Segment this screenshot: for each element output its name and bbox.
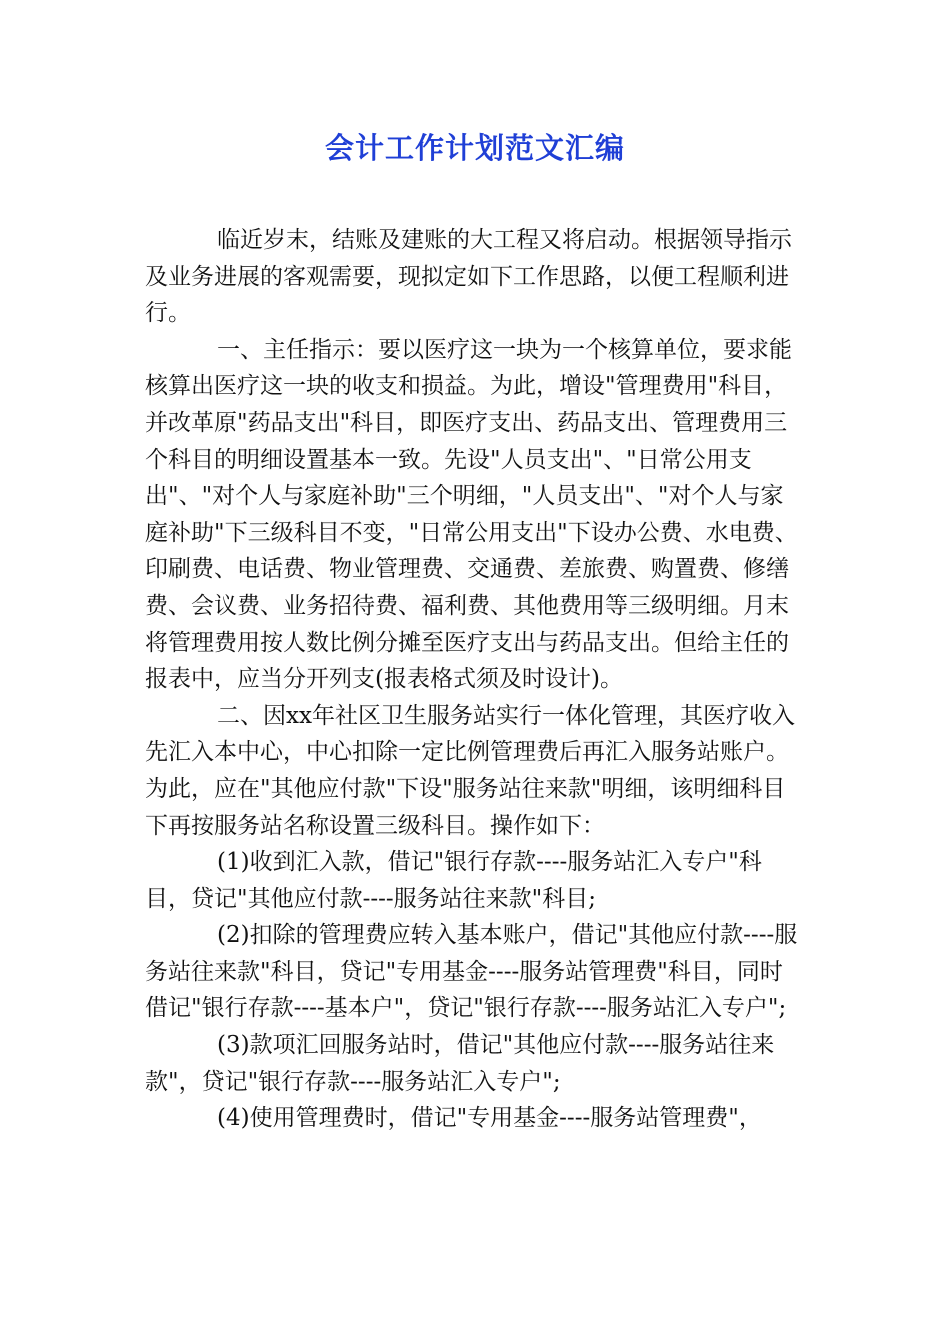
document-body — [145, 222, 805, 1137]
document-title: 会计工作计划范文汇编 — [324, 131, 625, 165]
paragraph-step-4: (4)使用管理费时，借记"专用基金----服务站管理费"， — [217, 1105, 762, 1132]
paragraph-step-2: (2)扣除的管理费应转入基本账户，借记"其他应付款----服务站往来款"科目，贷记"专用基金----服务站管理费"科目，同时借记"银行存款----基本户"，贷记"银行存款----服务站汇入专户"; — [145, 922, 798, 1022]
paragraph-intro: 临近岁末，结账及建账的大工程又将启动。根据领导指示及业务进展的客观需要，现拟定如下工作思路，以便工程顺利进行。 — [145, 227, 792, 327]
paragraph-step-3: (3)款项汇回服务站时，借记"其他应付款----服务站往来款"，贷记"银行存款----服务站汇入专户"; — [145, 1032, 775, 1095]
paragraph-section-2: 二、因xx年社区卫生服务站实行一体化管理，其医疗收入先汇入本中心，中心扣除一定比例管理费后再汇入服务站账户。为此，应在"其他应付款"下设"服务站往来款"明细，该明细科目下再按服务站名称设置三级科目。操作如下： — [145, 702, 795, 839]
paragraph-section-1: 一、主任指示：要以医疗这一块为一个核算单位，要求能核算出医疗这一块的收支和损益。为此，增设"管理费用"科目，并改革原"药品支出"科目，即医疗支出、药品支出、管理费用三个科目的明细设置基本一致。先设"人员支出"、"日常公用支出"、"对个人与家庭补助"三个明细，"人员支出"、"对个人与家庭补助"下三级科目不变，"日常公用支出"下设办公费、水电费、印刷费、电话费、物业管理费、交通费、差旅费、购置费、修缮费、会议费、业务招待费、福利费、其他费用等三级明细。月末将管理费用按人数比例分摊至医疗支出与药品支出。但给主任的报表中，应当分开列支(报表格式须及时设计)。 — [145, 336, 798, 693]
paragraph-step-1: (1)收到汇入款，借记"银行存款----服务站汇入专户"科目，贷记"其他应付款----服务站往来款"科目; — [145, 849, 762, 912]
